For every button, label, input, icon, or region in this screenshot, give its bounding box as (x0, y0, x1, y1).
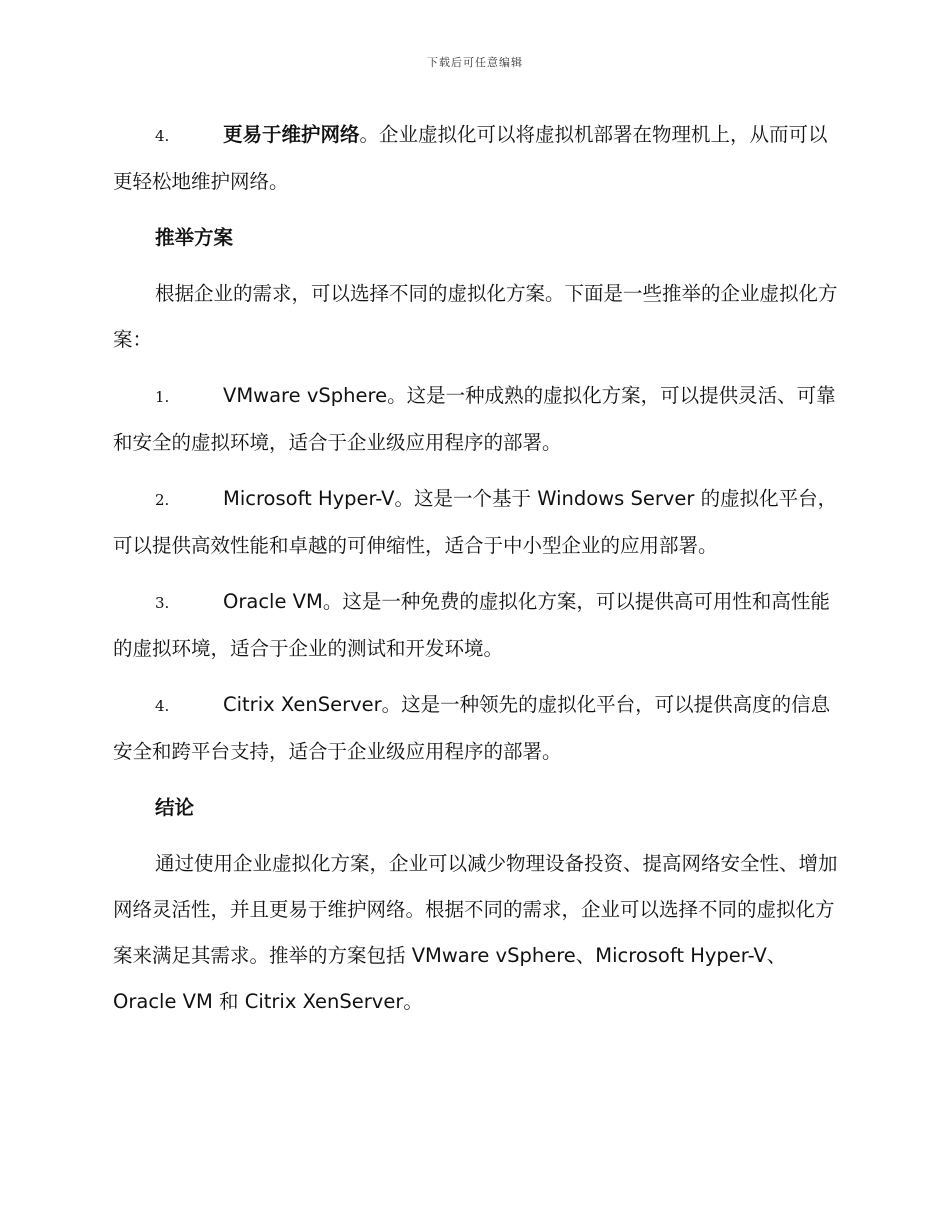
list-item-maintain-network (113, 112, 843, 205)
list-item-number: 4. (155, 697, 170, 715)
list-item-number: 4. (155, 127, 170, 145)
list-item-body: 。这是一种成熟的虚拟化方案，可以提供灵活、可靠和安全的虚拟环境，适合于企业级应用程序的部署。 (113, 384, 836, 454)
list-item-title: VMware vSphere (223, 384, 388, 407)
conclusion-paragraph: 通过使用企业虚拟化方案，企业可以减少物理设备投资、提高网络安全性、增加网络灵活性，并且更易于维护网络。根据不同的需求，企业可以选择不同的虚拟化方案来满足其需求。推举的方案包括 VMware vSphere、Microsoft Hyper-V、Oracle VM 和 Citrix XenServer。 (113, 852, 838, 1013)
page-header: 下载后可任意编辑 (427, 56, 523, 69)
list-item-body: 。这是一种免费的虚拟化方案，可以提供高可用性和高性能的虚拟环境，适合于企业的测试和开发环境。 (113, 590, 830, 660)
list-item-title: Microsoft Hyper-V (223, 487, 395, 510)
list-item-body: 。这是一个基于 Windows Server 的虚拟化平台，可以提供高效性能和卓越的可伸缩性，适合于中小型企业的应用部署。 (113, 487, 838, 557)
list-item-number: 3. (155, 594, 170, 612)
list-item-title: 更易于维护网络 (223, 123, 360, 146)
section-heading-conclusion: 结论 (155, 796, 195, 819)
intro-paragraph: 根据企业的需求，可以选择不同的虚拟化方案。下面是一些推举的企业虚拟化方案： (113, 282, 838, 351)
section-heading-recommend: 推举方案 (155, 226, 234, 249)
list-item-body: 。企业虚拟化可以将虚拟机部署在物理机上，从而可以更轻松地维护网络。 (113, 123, 828, 193)
list-item-title: Citrix XenServer (223, 693, 382, 716)
list-item-number: 2. (155, 491, 170, 509)
list-item-number: 1. (155, 388, 170, 406)
list-item-hyperv (113, 476, 843, 569)
list-item-title: Oracle VM (223, 590, 323, 613)
list-item-oracle (113, 579, 843, 672)
list-item-body: 。这是一种领先的虚拟化平台，可以提供高度的信息安全和跨平台支持，适合于企业级应用程序的部署。 (113, 693, 831, 763)
document-body (113, 112, 843, 1035)
list-item-vmware (113, 373, 843, 466)
list-item-citrix (113, 682, 843, 775)
